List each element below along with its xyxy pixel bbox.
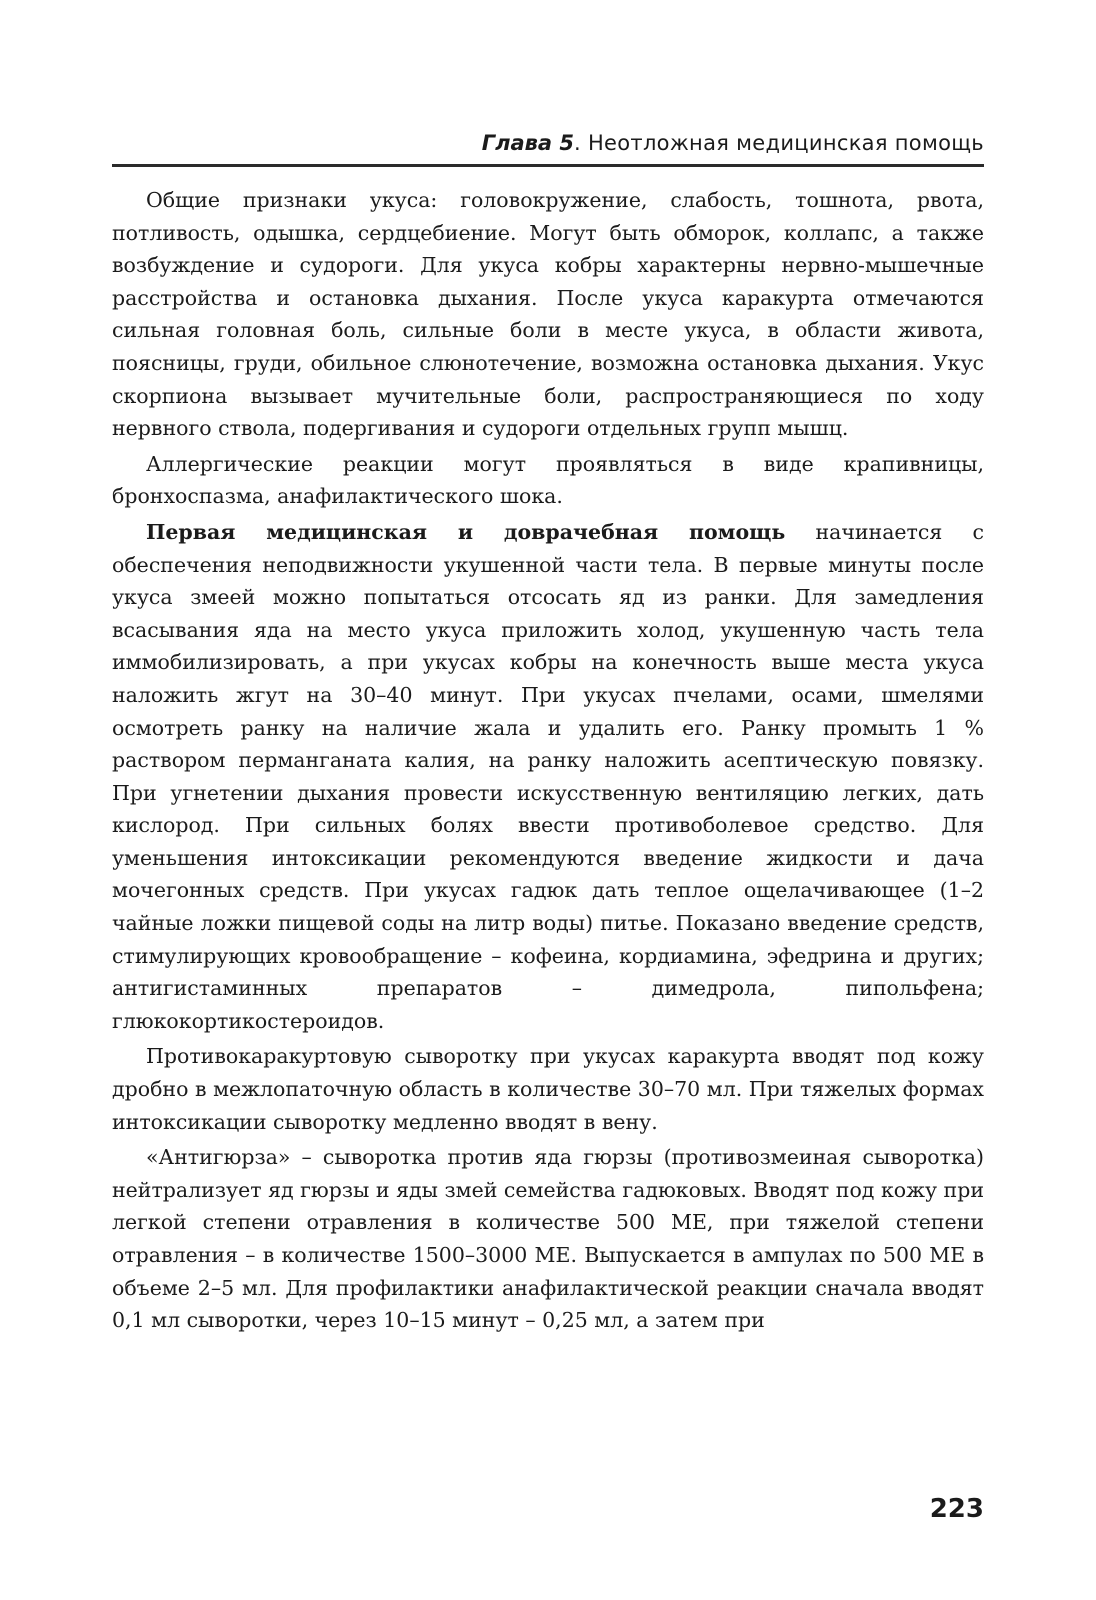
paragraph-allergy — [112, 448, 984, 513]
paragraph-text: Противокаракуртовую сыворотку при укусах каракурта вводят под кожу дробно в межлопаточную область в количестве 30–70 мл. При тяжелых формах интоксикации сыворотку медленно вводят в вену. — [112, 1044, 984, 1134]
paragraph-antikarakurt-serum — [112, 1040, 984, 1138]
paragraph-first-aid — [112, 516, 984, 1038]
running-header — [112, 128, 984, 167]
page-number: 223 — [929, 1494, 984, 1524]
chapter-title: . Неотложная медицинская помощь — [574, 131, 984, 155]
paragraph-text: Аллергические реакции могут проявляться в виде крапивницы, бронхоспазма, анафилактического шока. — [112, 451, 984, 509]
paragraph-text: Общие признаки укуса: головокружение, слабость, тошнота, рвота, потливость, одышка, сердцебиение. Могут быть обморок, коллапс, а также возбуждение и судороги. Для укуса кобры характерны нервно-мышечные расстройства и остановка дыхания. После укуса каракурта отмечаются сильная головная боль, сильные боли в месте укуса, в области живота, поясницы, груди, обильное слюнотечение, возможна остановка дыхания. Укус скорпиона вызывает мучительные боли, распространяющиеся по ходу нервного ствола, подергивания и судороги отдельных групп мышц. — [112, 188, 984, 441]
paragraph-symptoms — [112, 184, 984, 445]
paragraph-text: начинается с обеспечения неподвижности укушенной части тела. В первые минуты после укуса змеей можно попытаться отсосать яд из ранки. Для замедления всасывания яда на место укуса приложить холод, укушенную часть тела иммобилизировать, а при укусах кобры на конечность выше места укуса наложить жгут на 30–40 минут. При укусах пчелами, осами, шмелями осмотреть ранку на наличие жала и удалить его. Ранку промыть 1 % раствором перманганата калия, на ранку наложить асептическую повязку. При угнетении дыхания провести искусственную вентиляцию легких, дать кислород. При сильных болях ввести противоболевое средство. Для уменьшения интоксикации рекомендуются введение жидкости и дача мочегонных средств. При укусах гадюк дать теплое ощелачивающее (1–2 чайные ложки пищевой соды на литр воды) питье. Показано введение средств, стимулирующих кровообращение – кофеина, кордиамина, эфедрина и других; антигистаминных препаратов – димедрола, пипольфена; глюкокортикостероидов. — [112, 519, 984, 1033]
paragraph-antigyurza-serum — [112, 1141, 984, 1337]
chapter-label: Глава 5 — [481, 131, 575, 155]
body-text — [112, 184, 984, 1340]
paragraph-text: «Антигюрза» – сыворотка против яда гюрзы (противозмеиная сыворотка) нейтрализует яд гюрзы и яды змей семейства гадюковых. Вводят под кожу при легкой степени отравления в количестве 500 МЕ, при тяжелой степени отравления – в количестве 1500–3000 МЕ. Выпускается в ампулах по 500 МЕ в объеме 2–5 мл. Для профилактики анафилактической реакции сначала вводят 0,1 мл сыворотки, через 10–15 минут – 0,25 мл, а затем при — [112, 1145, 984, 1333]
paragraph-bold-lead: Первая медицинская и доврачебная помощь — [146, 519, 786, 544]
